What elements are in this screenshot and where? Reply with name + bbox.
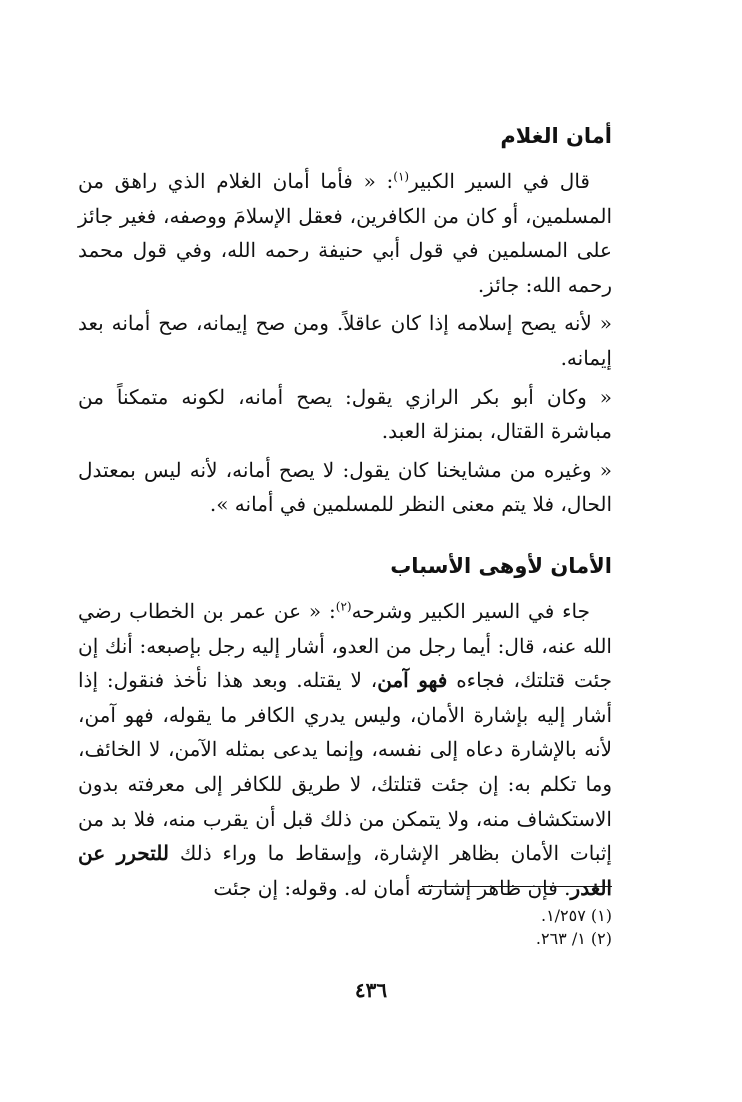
paragraph-text: : « عن عمر بن الخطاب رضي الله عنه، قال: أيما رجل من العدو، أشار إليه رجل بإصبعه: أنك إن جئت قتلتك، فجاءه bbox=[78, 598, 612, 693]
paragraph-text: : « فأما أمان الغلام الذي راهق من المسلمين، أو كان من الكافرين، فعقل الإسلامَ ووصفه، فغير جائز على المسلمين في قول أبي حنيفة رحمه الله، وفي قول محمد رحمه الله: جائز. bbox=[78, 169, 612, 297]
paragraph bbox=[78, 164, 612, 302]
paragraph-text: جاء في السير الكبير وشرحه bbox=[351, 598, 590, 623]
bold-phrase: فهو آمن bbox=[377, 668, 448, 693]
paragraph: « وكان أبو بكر الرازي يقول: يصح أمانه، لكونه متمكناً من مباشرة القتال، بمنزلة العبد. bbox=[78, 384, 612, 444]
footnote-ref: (١) bbox=[393, 169, 410, 184]
paragraph: « لأنه يصح إسلامه إذا كان عاقلاً. ومن صح إيمانه، صح أمانه بعد إيمانه. bbox=[78, 311, 612, 370]
section-heading-weakest-causes: الأمان لأوهى الأسباب bbox=[390, 553, 612, 578]
paragraph-text: ، لا يقتله. وبعد هذا نأخذ فنقول: إذا أشار إليه بإشارة الأمان، وليس يدري الكافر ما يقوله، فهو آمن، لأنه بالإشارة دعاه إلى نفسه، وإنما يدعى بمثله الآمن، لا الخائف، وما تكلم به: إن جئت قتلتك، لا طريق للكافر إلى معرفته بدون الاستكشاف منه، ولا يتمكن من ذلك قبل أن يقرب منه، فلا بد من إثبات الأمان بظاهر الإشارة، وإسقاط ما وراء ذلك bbox=[78, 668, 612, 866]
page-body bbox=[78, 118, 612, 909]
footnote-divider bbox=[422, 886, 612, 887]
paragraph-text: . فإن ظاهر إشارته أمان له. وقوله: إن جئت bbox=[213, 875, 571, 900]
paragraph bbox=[78, 594, 612, 905]
footnote-ref: (٢) bbox=[335, 599, 352, 614]
paragraph: « وغيره من مشايخنا كان يقول: لا يصح أمانه، لأنه ليس بمعتدل الحال، فلا يتم معنى النظر للمسلمين في أمانه ». bbox=[78, 457, 612, 517]
footnote: (٢) ١/ ٢٦٣. bbox=[535, 929, 612, 948]
page-number: ٤٣٦ bbox=[354, 978, 388, 1002]
footnotes bbox=[312, 904, 612, 950]
footnote: (١) ١/٢٥٧. bbox=[540, 906, 612, 925]
section-heading-boy-safe-conduct: أمان الغلام bbox=[500, 124, 612, 148]
paragraph-text: قال في السير الكبير bbox=[409, 169, 590, 193]
bold-phrase: للتحرر عن الغدر bbox=[78, 841, 612, 900]
